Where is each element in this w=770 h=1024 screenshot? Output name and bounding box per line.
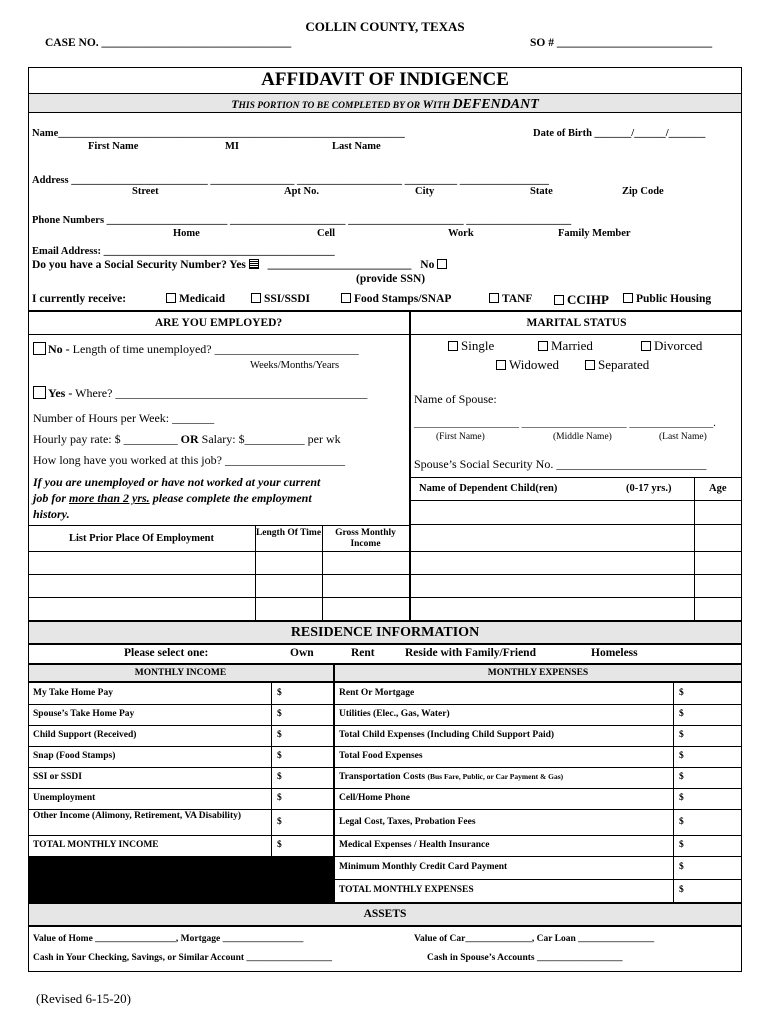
family-phone-label: Family Member bbox=[558, 228, 631, 239]
tanf-checkbox[interactable] bbox=[489, 293, 499, 303]
hours-field[interactable]: Number of Hours per Week: _______ bbox=[33, 411, 215, 425]
income-row: Child Support (Received) bbox=[33, 730, 137, 740]
income-row: Snap (Food Stamps) bbox=[33, 751, 116, 761]
medicaid-checkbox[interactable] bbox=[166, 293, 176, 303]
age-col: Age bbox=[709, 483, 727, 494]
medicaid-option[interactable]: Medicaid bbox=[166, 293, 225, 305]
married-checkbox[interactable] bbox=[538, 341, 548, 351]
marital-header: MARITAL STATUS bbox=[526, 317, 627, 329]
zip-label: Zip Code bbox=[622, 186, 664, 197]
income-row: Spouse’s Take Home Pay bbox=[33, 709, 135, 719]
county-heading: COLLIN COUNTY, TEXAS bbox=[305, 19, 465, 34]
blocked-cell bbox=[29, 857, 271, 902]
state-label: State bbox=[530, 186, 553, 197]
ssn-no-checkbox[interactable] bbox=[437, 259, 447, 269]
income-amount[interactable]: $ bbox=[277, 793, 282, 803]
ssn-question: Do you have a Social Security Number? Yes _________________________ No bbox=[32, 259, 450, 271]
no-employed-checkbox[interactable] bbox=[33, 342, 46, 355]
pay-field[interactable]: Hourly pay rate: $ _________ OR Salary: $__________ per wk bbox=[33, 432, 341, 446]
expense-total-row: TOTAL MONTHLY EXPENSES bbox=[339, 885, 474, 895]
assets-header: ASSETS bbox=[363, 908, 407, 920]
spouse-name-field[interactable]: ____________________ ____________________ ________________. bbox=[414, 418, 716, 429]
income-row: Unemployment bbox=[33, 793, 96, 803]
monthly-expenses-header: MONTHLY EXPENSES bbox=[487, 668, 589, 678]
expense-amount[interactable]: $ bbox=[679, 751, 684, 761]
expense-amount[interactable]: $ bbox=[679, 862, 684, 872]
dependent-age-range: (0-17 yrs.) bbox=[626, 483, 672, 494]
email-field[interactable]: Email Address: ____________________________________________ bbox=[32, 246, 335, 257]
home-phone-label: Home bbox=[173, 228, 200, 239]
expense-row: Transportation Costs (Bus Fare, Public, or Car Payment & Gas) bbox=[339, 772, 564, 782]
apt-label: Apt No. bbox=[284, 186, 320, 197]
cell-phone-label: Cell bbox=[317, 228, 336, 239]
single-checkbox[interactable] bbox=[448, 341, 458, 351]
widowed-checkbox[interactable] bbox=[496, 360, 506, 370]
spouse-ssn-field[interactable]: Spouse’s Social Security No. _________________________ bbox=[414, 457, 707, 471]
length-col: Length Of Time bbox=[255, 528, 322, 538]
mi-label: MI bbox=[225, 141, 239, 152]
employed-header: ARE YOU EMPLOYED? bbox=[154, 317, 283, 329]
reside-family-option[interactable]: Reside with Family/Friend bbox=[405, 647, 536, 659]
income-row: My Take Home Pay bbox=[33, 688, 113, 698]
gross-col: Gross Monthly Income bbox=[335, 528, 396, 549]
ccihp-checkbox[interactable] bbox=[554, 295, 564, 305]
income-amount[interactable]: $ bbox=[277, 709, 282, 719]
married-option[interactable]: Married bbox=[538, 338, 593, 354]
first-name-label: First Name bbox=[88, 141, 139, 152]
currently-receive-label: I currently receive: bbox=[32, 293, 127, 305]
expense-row: Cell/Home Phone bbox=[339, 793, 410, 803]
homeless-option[interactable]: Homeless bbox=[591, 647, 638, 659]
tanf-option[interactable]: TANF bbox=[489, 293, 532, 305]
spouse-middle-label: (Middle Name) bbox=[553, 432, 612, 442]
employment-note-2: job for more than 2 yrs. please complete the employment bbox=[33, 491, 312, 505]
name-field[interactable]: Name__________________________________________________________________ bbox=[32, 128, 405, 139]
income-amount[interactable]: $ bbox=[277, 688, 282, 698]
spouse-last-label: (Last Name) bbox=[659, 432, 707, 442]
employment-note-1: If you are unemployed or have not worked at your current bbox=[33, 475, 321, 489]
single-option[interactable]: Single bbox=[448, 338, 494, 354]
home-value-field[interactable]: Value of Home _________________, Mortgage _________________ bbox=[33, 934, 304, 944]
car-value-field[interactable]: Value of Car______________, Car Loan ________________ bbox=[414, 934, 655, 944]
checking-field[interactable]: Cash in Your Checking, Savings, or Similar Account __________________ bbox=[33, 953, 332, 963]
income-amount[interactable]: $ bbox=[277, 751, 282, 761]
prior-employment-col: List Prior Place Of Employment bbox=[68, 533, 215, 544]
so-number-field[interactable]: SO # ___________________________ bbox=[530, 37, 713, 49]
last-name-label: Last Name bbox=[332, 141, 381, 152]
expense-row: Utilities (Elec., Gas, Water) bbox=[339, 709, 450, 719]
expense-amount[interactable]: $ bbox=[679, 885, 684, 895]
expense-row: Total Food Expenses bbox=[339, 751, 423, 761]
expense-amount[interactable]: $ bbox=[679, 817, 684, 827]
income-amount[interactable]: $ bbox=[277, 817, 282, 827]
snap-option[interactable]: Food Stamps/SNAP bbox=[341, 293, 451, 305]
unemployed-option: No - Length of time unemployed? ________________________ bbox=[33, 342, 359, 357]
expense-row: Rent Or Mortgage bbox=[339, 688, 415, 698]
weeks-label: Weeks/Months/Years bbox=[250, 360, 340, 371]
divorced-checkbox[interactable] bbox=[641, 341, 651, 351]
rent-option[interactable]: Rent bbox=[351, 647, 375, 659]
public-housing-checkbox[interactable] bbox=[623, 293, 633, 303]
income-row: SSI or SSDI bbox=[33, 772, 82, 782]
expense-row: Medical Expenses / Health Insurance bbox=[339, 840, 490, 850]
dependent-col: Name of Dependent Child(ren) bbox=[419, 483, 558, 494]
divorced-option[interactable]: Divorced bbox=[641, 338, 702, 354]
yes-employed-checkbox[interactable] bbox=[33, 386, 46, 399]
public-housing-option[interactable]: Public Housing bbox=[623, 293, 711, 305]
separated-option[interactable]: Separated bbox=[585, 357, 649, 373]
street-label: Street bbox=[132, 186, 159, 197]
expense-amount[interactable]: $ bbox=[679, 730, 684, 740]
monthly-income-header: MONTHLY INCOME bbox=[134, 668, 227, 678]
expense-amount[interactable]: $ bbox=[679, 772, 684, 782]
spouse-cash-field[interactable]: Cash in Spouse’s Accounts __________________ bbox=[427, 953, 623, 963]
phone-field[interactable]: Phone Numbers _______________________ ______________________ ______________________ ____________________ bbox=[32, 215, 572, 226]
ssn-yes-checkbox[interactable] bbox=[249, 259, 259, 269]
widowed-option[interactable]: Widowed bbox=[496, 357, 559, 373]
case-number-field[interactable]: CASE NO. _________________________________ bbox=[45, 37, 292, 49]
provide-ssn-label: (provide SSN) bbox=[356, 273, 426, 285]
own-option[interactable]: Own bbox=[290, 647, 314, 659]
ssn-input[interactable]: _________________________ bbox=[267, 259, 412, 271]
snap-checkbox[interactable] bbox=[341, 293, 351, 303]
subtitle: THIS PORTION TO BE COMPLETED BY OR WITH DEFENDANT bbox=[231, 97, 539, 112]
ssi-checkbox[interactable] bbox=[251, 293, 261, 303]
expense-amount[interactable]: $ bbox=[679, 688, 684, 698]
spouse-first-label: (First Name) bbox=[436, 432, 485, 442]
dob-field[interactable]: Date of Birth _______/______/_______ bbox=[533, 128, 706, 139]
ssi-option[interactable]: SSI/SSDI bbox=[251, 293, 310, 305]
blocked-cell bbox=[272, 857, 333, 902]
income-amount[interactable]: $ bbox=[277, 772, 282, 782]
employment-note-3: history. bbox=[33, 507, 70, 521]
residence-select-label: Please select one: bbox=[124, 647, 209, 659]
expense-amount[interactable]: $ bbox=[679, 793, 684, 803]
spouse-name-label: Name of Spouse: bbox=[414, 392, 497, 406]
city-label: City bbox=[415, 186, 435, 197]
income-row: Other Income (Alimony, Retirement, VA Disability) bbox=[33, 811, 242, 821]
income-amount[interactable]: $ bbox=[277, 840, 282, 850]
employed-option: Yes - Where? __________________________________________ bbox=[33, 386, 367, 401]
form-title: AFFIDAVIT OF INDIGENCE bbox=[261, 69, 509, 90]
how-long-field[interactable]: How long have you worked at this job? ____________________ bbox=[33, 453, 345, 467]
address-field[interactable]: Address __________________________ ________________ ____________________ __________ _________________ bbox=[32, 175, 549, 186]
expense-row: Total Child Expenses (Including Child Support Paid) bbox=[339, 730, 555, 740]
residence-header: RESIDENCE INFORMATION bbox=[290, 625, 480, 640]
work-phone-label: Work bbox=[448, 228, 474, 239]
separated-checkbox[interactable] bbox=[585, 360, 595, 370]
expense-row: Minimum Monthly Credit Card Payment bbox=[339, 862, 508, 872]
expense-row: Legal Cost, Taxes, Probation Fees bbox=[339, 817, 476, 827]
income-amount[interactable]: $ bbox=[277, 730, 282, 740]
expense-amount[interactable]: $ bbox=[679, 840, 684, 850]
ccihp-option[interactable]: CCIHP bbox=[554, 292, 609, 308]
revision-note: (Revised 6-15-20) bbox=[36, 991, 131, 1006]
expense-amount[interactable]: $ bbox=[679, 709, 684, 719]
income-total-row: TOTAL MONTHLY INCOME bbox=[33, 840, 159, 850]
